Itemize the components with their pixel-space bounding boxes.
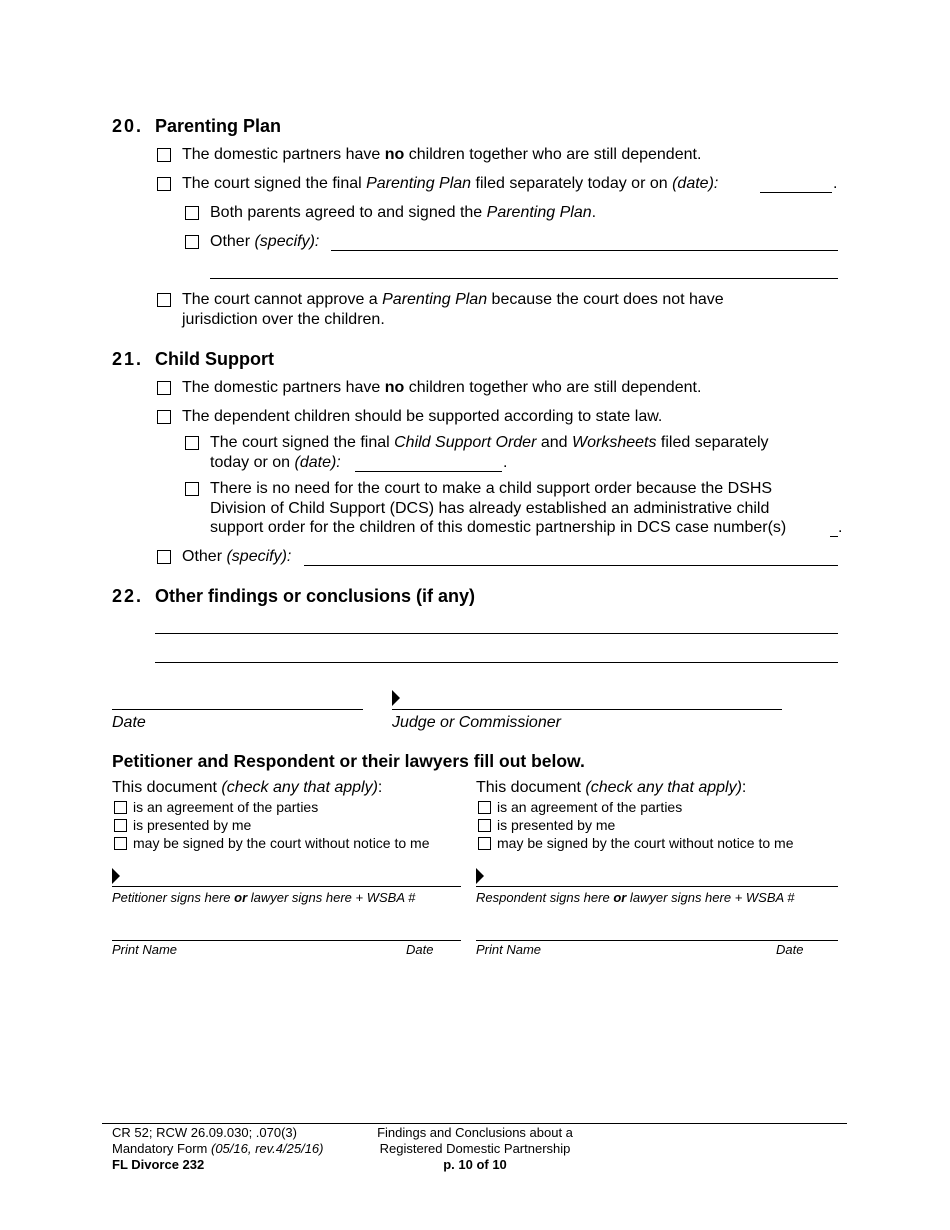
s22-field-line2[interactable] [155,662,838,663]
petitioner-print-name-label: Print Name [112,942,178,957]
judge-label: Judge or Commissioner [392,714,561,731]
s22-field-line1[interactable] [155,633,838,634]
section-20-title: Parenting Plan [155,116,282,136]
s20-date-field[interactable] [760,192,832,193]
s20-other-field-line1[interactable] [331,250,838,251]
section-22-title: Other findings or conclusions (if any) [155,586,476,606]
footer-page-number: p. 10 of 10 [443,1157,507,1172]
s21-state-law-label: The dependent children should be supported according to state law. [182,408,663,425]
petitioner-agreement-checkbox[interactable] [114,801,127,814]
s20-both-agreed-label: Both parents agreed to and signed the Parenting Plan. [210,204,597,221]
s21-dcs-period: . [838,519,843,536]
petitioner-presented-checkbox[interactable] [114,819,127,832]
respondent-presented-label: is presented by me [497,817,616,833]
s20-no-children-label: The domestic partners have no children together who are still dependent. [182,146,702,163]
respondent-agreement-checkbox[interactable] [478,801,491,814]
s21-no-children-checkbox[interactable] [157,381,171,395]
section-21-title: Child Support [155,349,274,369]
s21-final-order-checkbox[interactable] [185,436,199,450]
respondent-print-name-line[interactable] [476,940,838,941]
section-21-number: 21. [112,349,144,369]
footer-form-id: FL Divorce 232 [112,1157,205,1172]
petitioner-date-label: Date [406,942,434,957]
s20-date-period: . [833,175,838,192]
respondent-date-label: Date [776,942,804,957]
respondent-print-name-label: Print Name [476,942,542,957]
parties-heading: Petitioner and Respondent or their lawyers fill out below. [112,751,585,771]
section-22-number: 22. [112,586,144,606]
s21-dcs-label-line3: support order for the children of this domestic partnership in DCS case number(s) [210,519,787,536]
s21-final-order-label-line2: today or on (date): [210,454,341,471]
petitioner-no-notice-checkbox[interactable] [114,837,127,850]
respondent-sign-label: Respondent signs here or lawyer signs here + WSBA # [476,890,795,905]
s20-no-jurisdiction-checkbox[interactable] [157,293,171,307]
footer-doc-title-1: Findings and Conclusions about a [377,1125,573,1140]
petitioner-print-name-line[interactable] [112,940,461,941]
petitioner-agreement-label: is an agreement of the parties [133,799,319,815]
respondent-no-notice-label: may be signed by the court without notice to me [497,835,794,851]
date-signature-line[interactable] [112,709,363,710]
respondent-signature-line[interactable] [476,886,838,887]
s21-date-period: . [503,454,508,471]
s20-final-plan-label: The court signed the final Parenting Plan filed separately today or on (date): [182,175,719,192]
s20-final-plan-checkbox[interactable] [157,177,171,191]
s20-both-agreed-checkbox[interactable] [185,206,199,220]
respondent-presented-checkbox[interactable] [478,819,491,832]
s21-dcs-label-line1: There is no need for the court to make a child support order because the DSHS [210,480,773,497]
s21-dcs-checkbox[interactable] [185,482,199,496]
petitioner-presented-label: is presented by me [133,817,252,833]
petitioner-sign-label: Petitioner signs here or lawyer signs here + WSBA # [112,890,416,905]
s20-other-checkbox[interactable] [185,235,199,249]
s21-dcs-case-number-field[interactable] [830,536,838,537]
footer-divider [102,1123,847,1124]
footer-doc-title-2: Registered Domestic Partnership [379,1141,571,1156]
s20-no-jurisdiction-label-line2: jurisdiction over the children. [182,311,385,328]
date-label: Date [112,714,146,731]
s20-no-jurisdiction-label: The court cannot approve a Parenting Plan because the court does not have [182,291,724,308]
petitioner-signature-line[interactable] [112,886,461,887]
respondent-sign-arrow-icon [476,868,484,884]
petitioner-sign-arrow-icon [112,868,120,884]
judge-signature-line[interactable] [392,709,782,710]
footer-rule-citation: CR 52; RCW 26.09.030; .070(3) [112,1125,297,1140]
s21-no-children-label: The domestic partners have no children together who are still dependent. [182,379,702,396]
respondent-no-notice-checkbox[interactable] [478,837,491,850]
s21-other-field[interactable] [304,565,838,566]
s21-dcs-label-line2: Division of Child Support (DCS) has already established an administrative child [210,500,770,517]
s20-no-children-checkbox[interactable] [157,148,171,162]
s21-other-checkbox[interactable] [157,550,171,564]
s21-date-field[interactable] [355,471,502,472]
petitioner-no-notice-label: may be signed by the court without notice to me [133,835,430,851]
respondent-doc-label: This document (check any that apply): [476,779,747,796]
petitioner-doc-label: This document (check any that apply): [112,779,383,796]
respondent-agreement-label: is an agreement of the parties [497,799,683,815]
footer-form-version: Mandatory Form (05/16, rev.4/25/16) [112,1141,324,1156]
s20-other-label: Other (specify): [210,233,320,250]
s20-other-field-line2[interactable] [210,278,838,279]
section-20-number: 20. [112,116,144,136]
sign-here-arrow-icon [392,690,400,706]
s21-other-label: Other (specify): [182,548,292,565]
s21-final-order-label: The court signed the final Child Support Order and Worksheets filed separately [210,434,769,451]
s21-state-law-checkbox[interactable] [157,410,171,424]
